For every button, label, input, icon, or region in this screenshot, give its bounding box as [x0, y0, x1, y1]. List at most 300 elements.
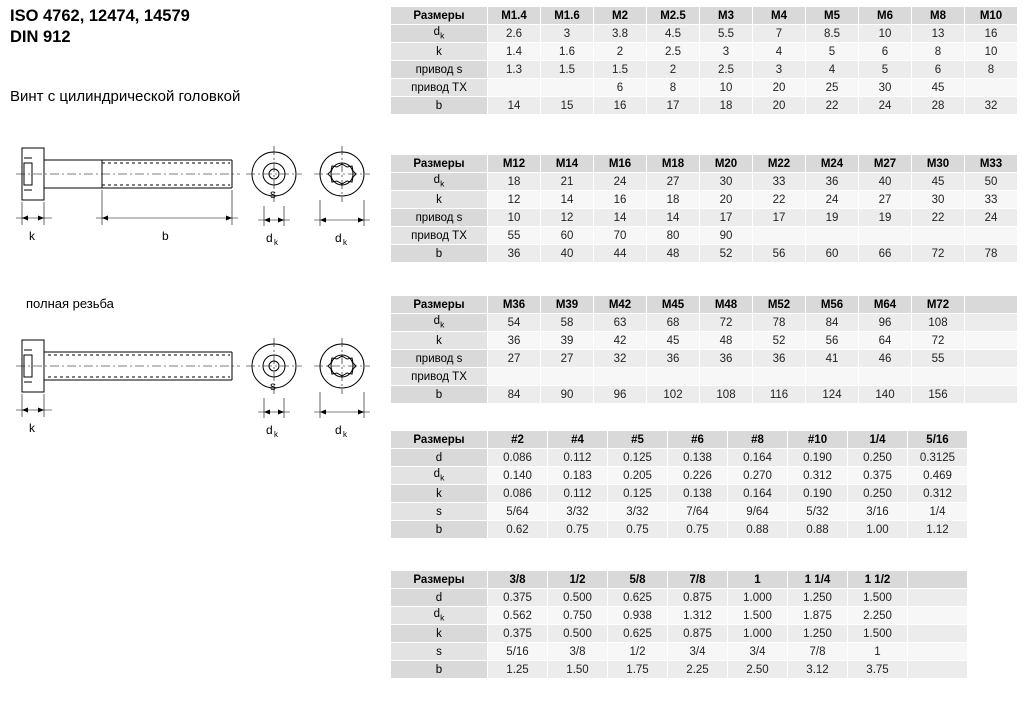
- table-cell: 10: [700, 79, 753, 97]
- table-cell: 4: [806, 61, 859, 79]
- dimensions-table-metric-1: [390, 6, 1018, 115]
- table-header-size: 1: [728, 571, 788, 589]
- svg-text:k: k: [274, 238, 278, 247]
- table-cell: 7/64: [668, 503, 728, 521]
- table-cell: [594, 368, 647, 386]
- table-cell: 5/64: [488, 503, 548, 521]
- title-line-2: DIN 912: [10, 28, 71, 46]
- table-cell: 3.12: [788, 661, 848, 679]
- table-row-label: $d_k$: [391, 467, 488, 485]
- table-cell: 45: [912, 79, 965, 97]
- table-cell: 56: [753, 245, 806, 263]
- table-cell: 1.00: [848, 521, 908, 539]
- table-cell: 0.750: [548, 607, 608, 625]
- table-header-size: M45: [647, 296, 700, 314]
- table-cell: [908, 607, 968, 625]
- table-cell: 72: [700, 314, 753, 332]
- table-cell: 30: [859, 79, 912, 97]
- table-cell: 40: [859, 173, 912, 191]
- table-row-label: d: [391, 449, 488, 467]
- svg-text:d: d: [335, 231, 342, 245]
- table-header-size: #10: [788, 431, 848, 449]
- table-header-size: M30: [912, 155, 965, 173]
- table-row-label: s: [391, 643, 488, 661]
- subscript: k: [440, 319, 445, 330]
- table-cell: [753, 368, 806, 386]
- table-cell: 4: [753, 43, 806, 61]
- table-cell: 1: [848, 643, 908, 661]
- table-cell: 108: [700, 386, 753, 404]
- table-cell: [912, 368, 965, 386]
- table-header-size: #4: [548, 431, 608, 449]
- table-row-label: k: [391, 485, 488, 503]
- table-row: [391, 79, 1018, 97]
- dimensions-table-metric-3: [390, 295, 1018, 404]
- table-cell: 3: [541, 25, 594, 43]
- table-cell: 27: [647, 173, 700, 191]
- table-cell: 14: [541, 191, 594, 209]
- table-cell: 3/4: [668, 643, 728, 661]
- table-row: [391, 643, 968, 661]
- table-cell: 1/2: [608, 643, 668, 661]
- table-cell: 7/8: [788, 643, 848, 661]
- table-cell: 1.4: [488, 43, 541, 61]
- table-cell: 16: [594, 97, 647, 115]
- table-header-size: M24: [806, 155, 859, 173]
- table-cell: 0.562: [488, 607, 548, 625]
- table-cell: 30: [912, 191, 965, 209]
- table-cell: 10: [965, 43, 1018, 61]
- table-cell: 39: [541, 332, 594, 350]
- table-cell: 52: [753, 332, 806, 350]
- table-cell: 16: [965, 25, 1018, 43]
- table-cell: 84: [806, 314, 859, 332]
- table-cell: 0.250: [848, 485, 908, 503]
- table-cell: 1.3: [488, 61, 541, 79]
- table-cell: 0.164: [728, 485, 788, 503]
- table-cell: 55: [488, 227, 541, 245]
- table-header-size: 1 1/4: [788, 571, 848, 589]
- table-row-label: k: [391, 332, 488, 350]
- table-cell: 0.112: [548, 485, 608, 503]
- subscript: k: [440, 178, 445, 189]
- table-cell: 84: [488, 386, 541, 404]
- table-cell: 0.75: [608, 521, 668, 539]
- table-cell: 2: [594, 43, 647, 61]
- table-cell: 1.6: [541, 43, 594, 61]
- table-cell: 1.250: [788, 589, 848, 607]
- table-cell: 116: [753, 386, 806, 404]
- table-row-label: привод TX: [391, 227, 488, 245]
- table-cell: 18: [488, 173, 541, 191]
- table-row: [391, 521, 968, 539]
- table-cell: 3.8: [594, 25, 647, 43]
- table-header-size: M6: [859, 7, 912, 25]
- table-cell: 0.205: [608, 467, 668, 485]
- table-cell: 63: [594, 314, 647, 332]
- table-cell: 2.250: [848, 607, 908, 625]
- table-cell: 14: [647, 209, 700, 227]
- table-cell: 2.5: [647, 43, 700, 61]
- table-header-row: [391, 296, 1018, 314]
- table-cell: 0.164: [728, 449, 788, 467]
- table-row: [391, 589, 968, 607]
- table-cell: 16: [594, 191, 647, 209]
- table-cell: 78: [753, 314, 806, 332]
- table-cell: 156: [912, 386, 965, 404]
- table-row-label: $d_k$: [391, 25, 488, 43]
- table-row-label: $d_k$: [391, 607, 488, 625]
- svg-text:d: d: [266, 423, 273, 437]
- table-cell: 0.250: [848, 449, 908, 467]
- table-cell: 24: [594, 173, 647, 191]
- table-cell: 102: [647, 386, 700, 404]
- table-cell: 5.5: [700, 25, 753, 43]
- table-cell: 96: [859, 314, 912, 332]
- table-cell: 46: [859, 350, 912, 368]
- table-header-size: M72: [912, 296, 965, 314]
- table-cell: 33: [965, 191, 1018, 209]
- table-row: [391, 661, 968, 679]
- table-row-label: $d_k$: [391, 173, 488, 191]
- svg-text:k: k: [29, 229, 35, 243]
- table-row-label: привод s: [391, 61, 488, 79]
- table-cell: 96: [594, 386, 647, 404]
- table-cell: [908, 661, 968, 679]
- table-cell: 22: [753, 191, 806, 209]
- table-cell: 8: [965, 61, 1018, 79]
- table-cell: [908, 589, 968, 607]
- table-header-dimensions: Размеры: [391, 296, 488, 314]
- table-cell: 6: [594, 79, 647, 97]
- table-cell: 0.500: [548, 589, 608, 607]
- table-cell: 0.138: [668, 449, 728, 467]
- table-header-size: M42: [594, 296, 647, 314]
- table-cell: 14: [594, 209, 647, 227]
- table-header-size: M12: [488, 155, 541, 173]
- table-header-size: M27: [859, 155, 912, 173]
- svg-text:k: k: [29, 421, 35, 435]
- full-thread-label: полная резьба: [26, 296, 114, 311]
- table-cell: 36: [488, 245, 541, 263]
- table-row: [391, 61, 1018, 79]
- table-cell: 45: [912, 173, 965, 191]
- table-row: [391, 209, 1018, 227]
- table-cell: 0.625: [608, 625, 668, 643]
- table-cell: 0.875: [668, 589, 728, 607]
- table-cell: 2.50: [728, 661, 788, 679]
- table-cell: 0.469: [908, 467, 968, 485]
- table-cell: 52: [700, 245, 753, 263]
- table-row-label: $d_k$: [391, 314, 488, 332]
- table-header-size: 1 1/2: [848, 571, 908, 589]
- table-cell: [965, 314, 1018, 332]
- table-cell: 0.190: [788, 449, 848, 467]
- table-cell: 36: [700, 350, 753, 368]
- table-cell: 20: [753, 79, 806, 97]
- table-cell: 8.5: [806, 25, 859, 43]
- table-row-label: b: [391, 386, 488, 404]
- table-header-row: [391, 7, 1018, 25]
- table-header-row: [391, 155, 1018, 173]
- table-cell: [908, 625, 968, 643]
- table-cell: [965, 386, 1018, 404]
- table-cell: [488, 79, 541, 97]
- table-cell: 55: [912, 350, 965, 368]
- table-cell: 40: [541, 245, 594, 263]
- table-header-size: 1/4: [848, 431, 908, 449]
- table-cell: 7: [753, 25, 806, 43]
- table-row: [391, 467, 968, 485]
- table-cell: 28: [912, 97, 965, 115]
- table-cell: 12: [488, 191, 541, 209]
- table-cell: 2.5: [700, 61, 753, 79]
- table-row-label: b: [391, 521, 488, 539]
- table-cell: 0.183: [548, 467, 608, 485]
- table-header-size: M5: [806, 7, 859, 25]
- table-cell: 60: [541, 227, 594, 245]
- table-header-size: 7/8: [668, 571, 728, 589]
- table-cell: 27: [859, 191, 912, 209]
- table-cell: [859, 368, 912, 386]
- table-row-label: k: [391, 191, 488, 209]
- table-header-size: #6: [668, 431, 728, 449]
- table-cell: [541, 368, 594, 386]
- table-header-size: M4: [753, 7, 806, 25]
- table-header-size: 3/8: [488, 571, 548, 589]
- table-cell: 0.138: [668, 485, 728, 503]
- table-cell: 10: [859, 25, 912, 43]
- table-cell: 27: [488, 350, 541, 368]
- table-row: [391, 607, 968, 625]
- table-cell: 3.75: [848, 661, 908, 679]
- table-header-size: M22: [753, 155, 806, 173]
- table-header-row: [391, 571, 968, 589]
- table-cell: 60: [806, 245, 859, 263]
- table-row: [391, 625, 968, 643]
- table-header-dimensions: Размеры: [391, 571, 488, 589]
- svg-text:k: k: [343, 238, 347, 247]
- table-header-size: M14: [541, 155, 594, 173]
- table-cell: 18: [647, 191, 700, 209]
- table-cell: 90: [700, 227, 753, 245]
- table-cell: 70: [594, 227, 647, 245]
- table-row: [391, 485, 968, 503]
- table-row-label: привод s: [391, 209, 488, 227]
- table-cell: 0.125: [608, 485, 668, 503]
- table-cell: 78: [965, 245, 1018, 263]
- table-header-size: 5/16: [908, 431, 968, 449]
- table-cell: 1.12: [908, 521, 968, 539]
- table-header-size: M39: [541, 296, 594, 314]
- left-column: [0, 0, 385, 703]
- table-cell: 50: [965, 173, 1018, 191]
- subscript: k: [440, 472, 445, 483]
- table-cell: 42: [594, 332, 647, 350]
- table-cell: 0.88: [728, 521, 788, 539]
- table-cell: 36: [806, 173, 859, 191]
- table-header-size: [965, 296, 1018, 314]
- table-cell: 0.375: [488, 589, 548, 607]
- table-cell: 54: [488, 314, 541, 332]
- table-cell: 27: [541, 350, 594, 368]
- table-cell: 3/32: [608, 503, 668, 521]
- table-cell: [806, 227, 859, 245]
- table-cell: 3/16: [848, 503, 908, 521]
- table-cell: 20: [753, 97, 806, 115]
- table-cell: 12: [541, 209, 594, 227]
- table-cell: 15: [541, 97, 594, 115]
- table-cell: 0.875: [668, 625, 728, 643]
- table-header-size: M2: [594, 7, 647, 25]
- table-row: [391, 227, 1018, 245]
- table-header-size: M20: [700, 155, 753, 173]
- table-row: [391, 245, 1018, 263]
- svg-text:s: s: [270, 187, 276, 201]
- table-cell: 6: [859, 43, 912, 61]
- table-cell: 48: [700, 332, 753, 350]
- table-cell: 1.500: [848, 589, 908, 607]
- table-cell: [700, 368, 753, 386]
- svg-text:s: s: [270, 379, 276, 393]
- table-cell: [488, 368, 541, 386]
- table-cell: 10: [488, 209, 541, 227]
- table-header-size: #8: [728, 431, 788, 449]
- table-cell: 108: [912, 314, 965, 332]
- table-cell: 9/64: [728, 503, 788, 521]
- table-cell: 5: [806, 43, 859, 61]
- subscript: k: [440, 30, 445, 41]
- table-cell: 14: [488, 97, 541, 115]
- table-cell: 0.375: [488, 625, 548, 643]
- table-cell: [647, 368, 700, 386]
- table-row-label: s: [391, 503, 488, 521]
- table-cell: 3/32: [548, 503, 608, 521]
- table-cell: 2: [647, 61, 700, 79]
- table-cell: 3/4: [728, 643, 788, 661]
- table-cell: 19: [806, 209, 859, 227]
- table-row-label: k: [391, 625, 488, 643]
- table-row: [391, 25, 1018, 43]
- screw-drawing-partial-thread: [2, 130, 380, 260]
- table-cell: 1.5: [541, 61, 594, 79]
- table-cell: 64: [859, 332, 912, 350]
- table-row: [391, 386, 1018, 404]
- svg-text:d: d: [266, 231, 273, 245]
- table-header-size: M16: [594, 155, 647, 173]
- table-cell: [908, 643, 968, 661]
- table-cell: 19: [859, 209, 912, 227]
- table-row: [391, 503, 968, 521]
- table-cell: 90: [541, 386, 594, 404]
- table-cell: 20: [700, 191, 753, 209]
- table-cell: 0.62: [488, 521, 548, 539]
- table-cell: 68: [647, 314, 700, 332]
- table-cell: 24: [806, 191, 859, 209]
- table-cell: 0.938: [608, 607, 668, 625]
- table-row-label: привод TX: [391, 368, 488, 386]
- screw-drawing-full-thread: [2, 322, 380, 452]
- table-cell: [753, 227, 806, 245]
- table-cell: [965, 227, 1018, 245]
- table-cell: [541, 79, 594, 97]
- table-cell: 1.000: [728, 589, 788, 607]
- table-cell: 18: [700, 97, 753, 115]
- table-row-label: привод s: [391, 350, 488, 368]
- table-cell: [912, 227, 965, 245]
- dimensions-table-imperial-1: [390, 430, 968, 539]
- table-row: [391, 97, 1018, 115]
- table-header-size: M1.4: [488, 7, 541, 25]
- subscript: k: [440, 612, 445, 623]
- table-cell: 1.50: [548, 661, 608, 679]
- table-row: [391, 332, 1018, 350]
- table-cell: 22: [912, 209, 965, 227]
- table-cell: 0.112: [548, 449, 608, 467]
- table-cell: 30: [700, 173, 753, 191]
- table-cell: 2.25: [668, 661, 728, 679]
- table-cell: 36: [753, 350, 806, 368]
- table-header-row: [391, 431, 968, 449]
- table-cell: 1.5: [594, 61, 647, 79]
- table-row-label: k: [391, 43, 488, 61]
- table-header-dimensions: Размеры: [391, 7, 488, 25]
- subtitle: Винт с цилиндрической головкой: [10, 88, 241, 105]
- table-cell: 0.500: [548, 625, 608, 643]
- table-cell: 5/16: [488, 643, 548, 661]
- table-cell: 36: [647, 350, 700, 368]
- page-title: [10, 6, 370, 48]
- table-cell: 0.312: [788, 467, 848, 485]
- table-cell: 72: [912, 332, 965, 350]
- table-cell: 1.500: [728, 607, 788, 625]
- table-cell: 17: [700, 209, 753, 227]
- table-row-label: d: [391, 589, 488, 607]
- svg-text:k: k: [274, 430, 278, 439]
- table-cell: 0.88: [788, 521, 848, 539]
- table-row: [391, 173, 1018, 191]
- table-cell: 45: [647, 332, 700, 350]
- table-cell: [965, 79, 1018, 97]
- table-cell: 0.625: [608, 589, 668, 607]
- table-header-size: [908, 571, 968, 589]
- table-row: [391, 449, 968, 467]
- table-row-label: b: [391, 661, 488, 679]
- table-header-size: M33: [965, 155, 1018, 173]
- table-cell: 6: [912, 61, 965, 79]
- table-row-label: b: [391, 245, 488, 263]
- table-header-size: M10: [965, 7, 1018, 25]
- table-cell: [965, 350, 1018, 368]
- table-header-size: M1.6: [541, 7, 594, 25]
- table-header-size: M18: [647, 155, 700, 173]
- table-cell: [806, 368, 859, 386]
- table-cell: 1/4: [908, 503, 968, 521]
- table-cell: 3: [700, 43, 753, 61]
- table-header-size: M56: [806, 296, 859, 314]
- table-cell: 25: [806, 79, 859, 97]
- table-cell: 1.25: [488, 661, 548, 679]
- table-header-size: #5: [608, 431, 668, 449]
- table-cell: 8: [647, 79, 700, 97]
- table-cell: 72: [912, 245, 965, 263]
- table-cell: 0.086: [488, 485, 548, 503]
- dimensions-table-metric-2: [390, 154, 1018, 263]
- table-cell: 1.500: [848, 625, 908, 643]
- table-header-size: M8: [912, 7, 965, 25]
- table-cell: [965, 332, 1018, 350]
- svg-text:d: d: [335, 423, 342, 437]
